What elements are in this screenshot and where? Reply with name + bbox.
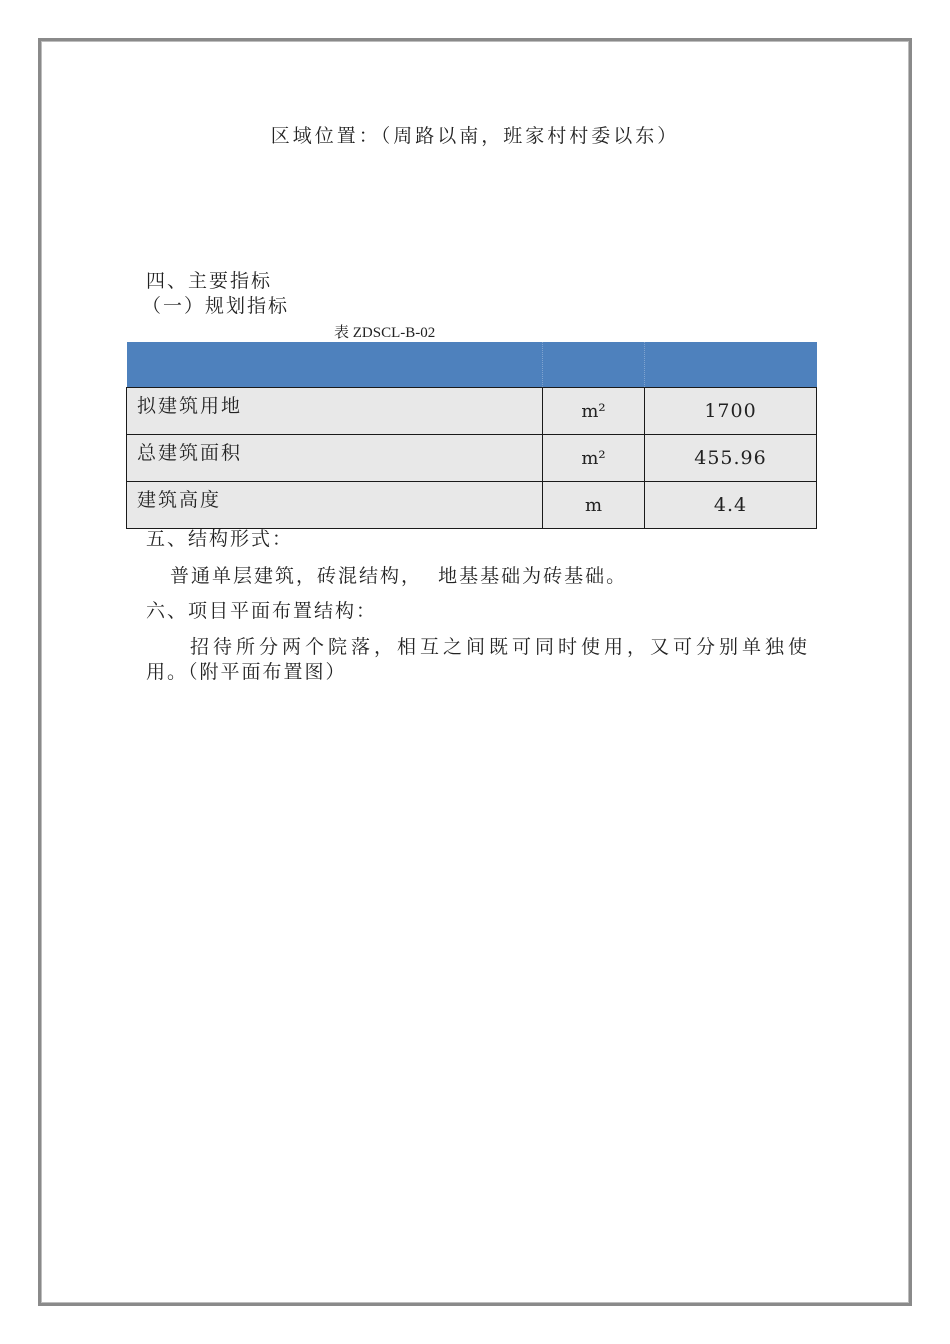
- indicators-table: [126, 342, 817, 529]
- section6-heading: 六、项目平面布置结构：: [146, 600, 378, 622]
- table-header-cell: [543, 342, 645, 388]
- section5-body: 普通单层建筑，砖混结构， 地基基础为砖基础。: [170, 565, 628, 587]
- section4-heading: 四、主要指标: [146, 270, 273, 292]
- table-row: [127, 435, 817, 482]
- table-header-cell: [645, 342, 817, 388]
- indicator-value: 455.96: [645, 435, 817, 482]
- section6-body-line2: 用。（附平面布置图）: [146, 661, 347, 683]
- table-row: [127, 482, 817, 529]
- table-label: 表 ZDSCL-B-02: [334, 325, 436, 341]
- table-header-row: [127, 342, 817, 388]
- location-line: 区域位置：（周路以南，班家村村委以东）: [270, 125, 680, 147]
- indicator-unit: m²: [543, 435, 645, 482]
- indicator-name: 建筑高度: [127, 482, 543, 529]
- indicator-unit: m: [543, 482, 645, 529]
- indicator-name: 拟建筑用地: [127, 388, 543, 435]
- table-header-cell: [127, 342, 543, 388]
- indicator-name: 总建筑面积: [127, 435, 543, 482]
- section5-heading: 五、结构形式：: [146, 528, 294, 550]
- section4-subheading: （一）规划指标: [142, 295, 290, 317]
- table-row: [127, 388, 817, 435]
- section6-body-line1: 招待所分两个院落，相互之间既可同时使用，又可分别单独使: [190, 636, 812, 658]
- indicator-value: 4.4: [645, 482, 817, 529]
- indicator-value: 1700: [645, 388, 817, 435]
- indicator-unit: m²: [543, 388, 645, 435]
